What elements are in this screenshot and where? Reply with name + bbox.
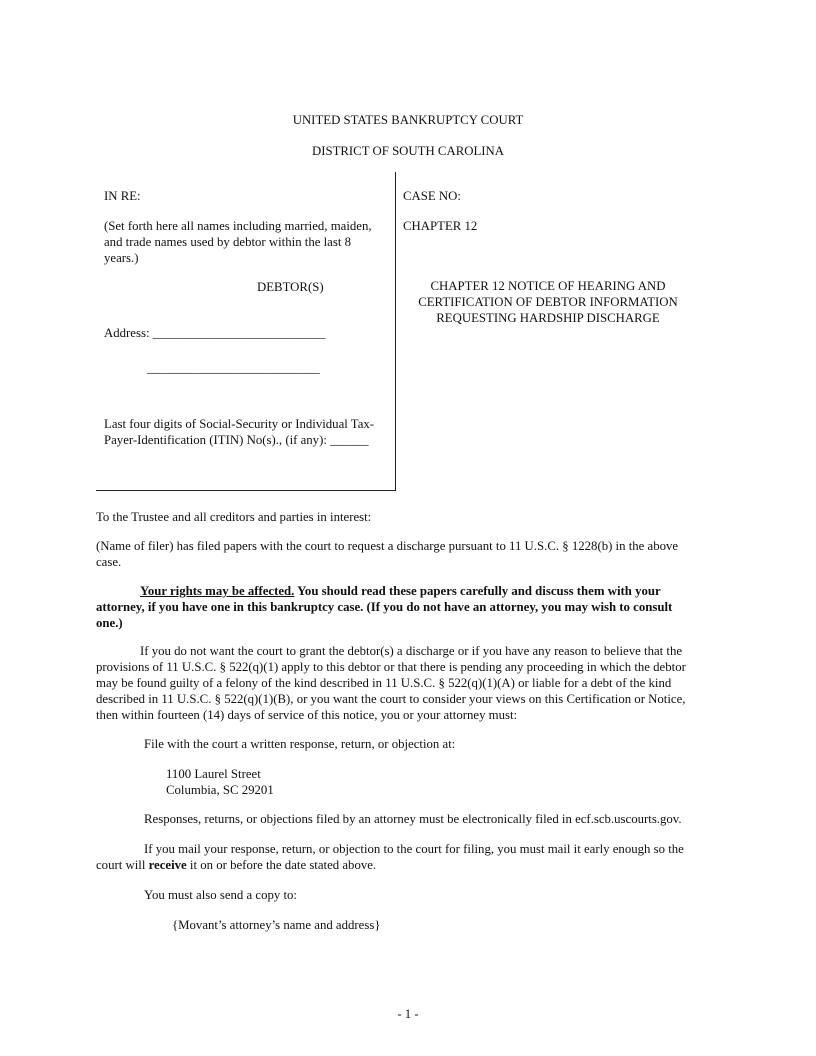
- mail-line-2-pre: court will: [96, 858, 149, 872]
- names-instruction-line-3: years.): [104, 251, 139, 265]
- document-title-line-2: CERTIFICATION OF DEBTOR INFORMATION: [418, 295, 678, 309]
- debtor-label: DEBTOR(S): [257, 280, 324, 294]
- names-instruction-line-1: (Set forth here all names including married, maiden,: [104, 219, 372, 233]
- ssn-line-2: Payer-Identification (ITIN) No(s)., (if any): ______: [104, 433, 369, 447]
- rights-paragraph-line-1: [96, 584, 661, 600]
- court-name: UNITED STATES BANKRUPTCY COURT: [292, 113, 524, 127]
- mail-line-2-bold: receive: [148, 858, 187, 872]
- names-instruction-line-2: and trade names used by debtor within the last 8: [104, 235, 351, 249]
- rights-heading: Your rights may be affected.: [140, 584, 295, 598]
- case-no-label: CASE NO:: [403, 189, 461, 203]
- mail-paragraph-line-1: If you mail your response, return, or objection to the court for filing, you must mail it early enough so the: [144, 842, 684, 856]
- salutation: To the Trustee and all creditors and parties in interest:: [96, 510, 372, 524]
- rights-paragraph-line-2: [96, 600, 672, 616]
- objection-line-3: may be found guilty of a felony of the kind described in 11 U.S.C. § 522(q)(1)(A) or liable for a debt of the kind: [96, 676, 672, 690]
- caption-bottom-rule: [96, 490, 396, 491]
- rights-paragraph-line-3: [96, 616, 123, 632]
- in-re-label: IN RE:: [104, 189, 141, 203]
- caption-vertical-rule: [395, 172, 396, 491]
- objection-line-4: described in 11 U.S.C. § 522(q)(1)(B), or you want the court to consider your views on this Certification or Notice,: [96, 692, 686, 706]
- ssn-line-1: Last four digits of Social-Security or Individual Tax-: [104, 417, 375, 431]
- movant-attorney-placeholder: {Movant’s attorney’s name and address}: [172, 918, 381, 932]
- page-number: - 1 -: [397, 1007, 419, 1021]
- rights-line-3-text: one.): [96, 616, 123, 630]
- rights-line-1-rest: You should read these papers carefully and discuss them with your: [294, 584, 661, 598]
- objection-line-5: then within fourteen (14) days of service of this notice, you or your attorney must:: [96, 708, 518, 722]
- mail-paragraph-line-2: [96, 858, 376, 874]
- file-with-court: File with the court a written response, return, or objection at:: [144, 737, 456, 751]
- rights-line-2-text: attorney, if you have one in this bankruptcy case. (If you do not have an attorney, you may wish to consult: [96, 600, 673, 614]
- document-title-line-3: REQUESTING HARDSHIP DISCHARGE: [436, 311, 660, 325]
- filed-paragraph-line-2: case.: [96, 555, 122, 569]
- court-address-city: Columbia, SC 29201: [166, 783, 274, 797]
- address-field: Address: ___________________________: [104, 326, 326, 340]
- objection-line-1: If you do not want the court to grant the debtor(s) a discharge or if you have any reason to believe that the: [140, 644, 683, 658]
- copy-to-label: You must also send a copy to:: [144, 888, 297, 902]
- chapter-label: CHAPTER 12: [403, 219, 478, 233]
- document-title-line-1: CHAPTER 12 NOTICE OF HEARING AND: [430, 279, 666, 293]
- mail-line-2-post: it on or before the date stated above.: [186, 858, 377, 872]
- objection-line-2: provisions of 11 U.S.C. § 522(q)(1) apply to this debtor or that there is pending any proceeding in which the debtor: [96, 660, 686, 674]
- address-line-2: ___________________________: [147, 361, 320, 375]
- filed-paragraph-line-1: (Name of filer) has filed papers with the court to request a discharge pursuant to 11 U.S.C. § 1228(b) in the above: [96, 539, 679, 553]
- electronic-filing-note: Responses, returns, or objections filed by an attorney must be electronically filed in ecf.scb.uscourts.gov.: [144, 812, 682, 826]
- district-name: DISTRICT OF SOUTH CAROLINA: [311, 144, 505, 158]
- court-address-street: 1100 Laurel Street: [166, 767, 261, 781]
